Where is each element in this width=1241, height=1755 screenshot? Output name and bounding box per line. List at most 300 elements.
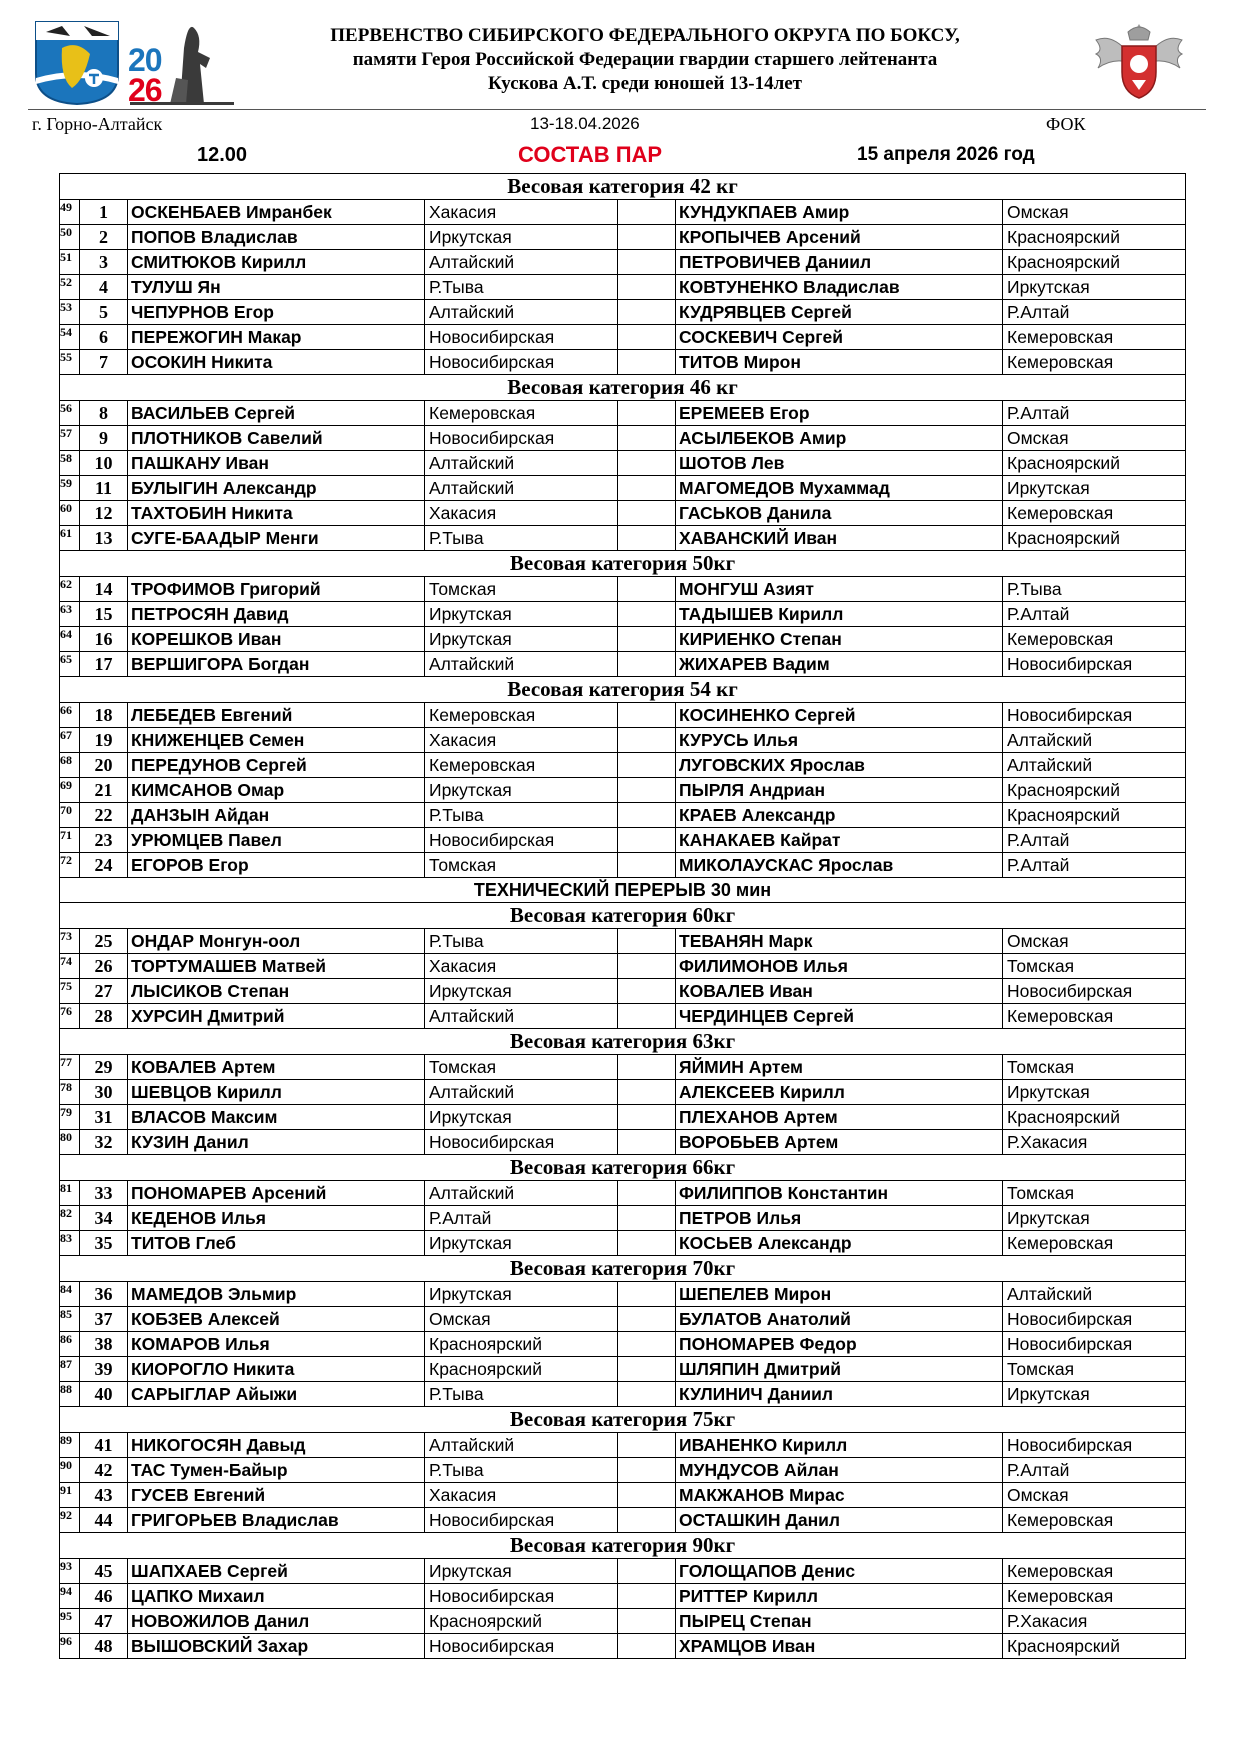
break-row [60, 878, 1186, 903]
boxer-a-name: КИМСАНОВ Омар [128, 778, 425, 803]
boxer-b-name: ВОРОБЬЕВ Артем [676, 1130, 1003, 1155]
bout-number: 93 [60, 1559, 80, 1584]
boxer-b-name: ХАВАНСКИЙ Иван [676, 526, 1003, 551]
boxer-a-name: ТАХТОБИН Никита [128, 501, 425, 526]
table-row [60, 828, 1186, 853]
pair-number: 5 [80, 300, 128, 325]
boxer-a-region: Новосибирская [425, 426, 618, 451]
pair-number: 34 [80, 1206, 128, 1231]
weight-category-label: Весовая категория 66кг [60, 1155, 1186, 1181]
boxer-b-region: Новосибирская [1003, 652, 1186, 677]
boxer-b-region: Красноярский [1003, 1105, 1186, 1130]
boxer-b-name: ФИЛИППОВ Константин [676, 1181, 1003, 1206]
boxer-b-region: Алтайский [1003, 753, 1186, 778]
bout-number: 70 [60, 803, 80, 828]
table-row [60, 753, 1186, 778]
pair-number: 30 [80, 1080, 128, 1105]
boxer-a-region: Иркутская [425, 1559, 618, 1584]
boxer-b-name: КОСИНЕНКО Сергей [676, 703, 1003, 728]
table-row [60, 501, 1186, 526]
bout-number: 62 [60, 577, 80, 602]
boxer-b-region: Новосибирская [1003, 1433, 1186, 1458]
boxer-b-region: Кемеровская [1003, 1559, 1186, 1584]
empty-cell [618, 225, 676, 250]
boxer-b-name: ЧЕРДИНЦЕВ Сергей [676, 1004, 1003, 1029]
boxer-b-name: КУРУСЬ Илья [676, 728, 1003, 753]
table-row [60, 1483, 1186, 1508]
boxer-b-name: ПЕТРОВИЧЕВ Даниил [676, 250, 1003, 275]
pair-number: 10 [80, 451, 128, 476]
boxer-a-name: КНИЖЕНЦЕВ Семен [128, 728, 425, 753]
table-row [60, 476, 1186, 501]
empty-cell [618, 426, 676, 451]
boxer-a-name: ПЕТРОСЯН Давид [128, 602, 425, 627]
weight-category-row [60, 1256, 1186, 1282]
bout-number: 74 [60, 954, 80, 979]
boxer-b-name: МАГОМЕДОВ Мухаммад [676, 476, 1003, 501]
empty-cell [618, 602, 676, 627]
bout-number: 77 [60, 1055, 80, 1080]
boxer-b-name: ШЕПЕЛЕВ Мирон [676, 1282, 1003, 1307]
boxer-a-region: Алтайский [425, 300, 618, 325]
boxer-a-name: ЦАПКО Михаил [128, 1584, 425, 1609]
weight-category-row [60, 551, 1186, 577]
bout-number: 84 [60, 1282, 80, 1307]
boxer-b-region: Р.Хакасия [1003, 1130, 1186, 1155]
bout-number: 83 [60, 1231, 80, 1256]
empty-cell [618, 1584, 676, 1609]
boxer-b-region: Красноярский [1003, 526, 1186, 551]
boxer-a-region: Хакасия [425, 954, 618, 979]
table-row [60, 526, 1186, 551]
boxer-a-name: ЛЕБЕДЕВ Евгений [128, 703, 425, 728]
boxer-b-region: Кемеровская [1003, 1584, 1186, 1609]
table-row [60, 1433, 1186, 1458]
boxer-a-name: ВАСИЛЬЕВ Сергей [128, 401, 425, 426]
empty-cell [618, 1206, 676, 1231]
bout-number: 78 [60, 1080, 80, 1105]
boxer-a-region: Алтайский [425, 476, 618, 501]
boxer-a-name: ДАНЗЫН Айдан [128, 803, 425, 828]
boxer-a-name: ОСОКИН Никита [128, 350, 425, 375]
bout-number: 87 [60, 1357, 80, 1382]
pair-number: 1 [80, 200, 128, 225]
bout-date: 15 апреля 2026 год [857, 144, 1035, 165]
pair-number: 6 [80, 325, 128, 350]
bout-number: 61 [60, 526, 80, 551]
boxer-a-name: ПАШКАНУ Иван [128, 451, 425, 476]
pair-number: 18 [80, 703, 128, 728]
pair-number: 35 [80, 1231, 128, 1256]
table-row [60, 979, 1186, 1004]
table-row [60, 1080, 1186, 1105]
boxer-b-name: МОНГУШ Азият [676, 577, 1003, 602]
empty-cell [618, 929, 676, 954]
boxer-b-name: ТИТОВ Мирон [676, 350, 1003, 375]
boxer-b-name: ШОТОВ Лев [676, 451, 1003, 476]
boxing-federation-emblem-icon [1088, 18, 1190, 108]
empty-cell [618, 200, 676, 225]
empty-cell [618, 853, 676, 878]
table-row [60, 1282, 1186, 1307]
boxer-b-name: БУЛАТОВ Анатолий [676, 1307, 1003, 1332]
boxer-b-name: КУДРЯВЦЕВ Сергей [676, 300, 1003, 325]
weight-category-label: Весовая категория 90кг [60, 1533, 1186, 1559]
bout-number: 50 [60, 225, 80, 250]
bout-number: 57 [60, 426, 80, 451]
bout-number: 96 [60, 1634, 80, 1659]
boxer-b-region: Кемеровская [1003, 1508, 1186, 1533]
title-line-3: Кускова А.Т. среди юношей 13-14лет [487, 73, 802, 94]
bout-number: 73 [60, 929, 80, 954]
empty-cell [618, 728, 676, 753]
bout-number: 95 [60, 1609, 80, 1634]
boxer-a-name: ЛЫСИКОВ Степан [128, 979, 425, 1004]
pair-number: 43 [80, 1483, 128, 1508]
table-row [60, 1584, 1186, 1609]
boxer-a-region: Хакасия [425, 501, 618, 526]
boxer-b-region: Иркутская [1003, 1080, 1186, 1105]
bout-number: 49 [60, 200, 80, 225]
table-row [60, 1382, 1186, 1407]
boxer-a-region: Иркутская [425, 602, 618, 627]
boxer-b-region: Томская [1003, 1357, 1186, 1382]
bout-number: 55 [60, 350, 80, 375]
start-time: 12.00 [197, 144, 248, 166]
boxer-b-region: Красноярский [1003, 778, 1186, 803]
bout-number: 60 [60, 501, 80, 526]
boxer-a-region: Томская [425, 1055, 618, 1080]
table-row [60, 1332, 1186, 1357]
boxer-a-name: КУЗИН Данил [128, 1130, 425, 1155]
title-line-1: ПЕРВЕНСТВО СИБИРСКОГО ФЕДЕРАЛЬНОГО ОКРУГА ПО БОКСУ, [330, 25, 960, 46]
boxer-b-region: Кемеровская [1003, 1004, 1186, 1029]
pair-number: 32 [80, 1130, 128, 1155]
empty-cell [618, 250, 676, 275]
boxer-a-name: ТУЛУШ Ян [128, 275, 425, 300]
boxer-a-name: ОНДАР Монгун-оол [128, 929, 425, 954]
boxer-a-name: ШЕВЦОВ Кирилл [128, 1080, 425, 1105]
pair-number: 48 [80, 1634, 128, 1659]
pair-number: 17 [80, 652, 128, 677]
event-2026-logo [130, 18, 234, 106]
boxer-a-region: Иркутская [425, 778, 618, 803]
boxer-b-region: Красноярский [1003, 1634, 1186, 1659]
boxer-a-name: ЕГОРОВ Егор [128, 853, 425, 878]
bout-number: 67 [60, 728, 80, 753]
pair-number: 46 [80, 1584, 128, 1609]
boxer-b-region: Р.Тыва [1003, 577, 1186, 602]
boxer-a-region: Новосибирская [425, 828, 618, 853]
header-divider [28, 109, 1206, 110]
bout-number: 79 [60, 1105, 80, 1130]
bout-number: 52 [60, 275, 80, 300]
boxer-b-region: Красноярский [1003, 803, 1186, 828]
boxer-b-name: ЖИХАРЕВ Вадим [676, 652, 1003, 677]
break-label: ТЕХНИЧЕСКИЙ ПЕРЕРЫВ 30 мин [60, 878, 1186, 903]
boxer-b-region: Новосибирская [1003, 1307, 1186, 1332]
empty-cell [618, 1382, 676, 1407]
document-header [0, 0, 1241, 112]
boxer-a-region: Иркутская [425, 627, 618, 652]
pair-number: 9 [80, 426, 128, 451]
boxer-b-name: КОВАЛЕВ Иван [676, 979, 1003, 1004]
table-row [60, 1634, 1186, 1659]
logo-year-bottom: 26 [128, 72, 162, 108]
weight-category-label: Весовая категория 63кг [60, 1029, 1186, 1055]
pair-number: 39 [80, 1357, 128, 1382]
boxer-b-name: ИВАНЕНКО Кирилл [676, 1433, 1003, 1458]
pair-number: 19 [80, 728, 128, 753]
bout-number: 51 [60, 250, 80, 275]
table-row [60, 652, 1186, 677]
boxer-a-name: ПОНОМАРЕВ Арсений [128, 1181, 425, 1206]
boxer-b-name: ЛУГОВСКИХ Ярослав [676, 753, 1003, 778]
boxer-b-region: Новосибирская [1003, 979, 1186, 1004]
boxer-a-name: ВЕРШИГОРА Богдан [128, 652, 425, 677]
boxer-b-name: АЛЕКСЕЕВ Кирилл [676, 1080, 1003, 1105]
pair-number: 13 [80, 526, 128, 551]
boxer-b-region: Алтайский [1003, 728, 1186, 753]
boxer-a-name: УРЮМЦЕВ Павел [128, 828, 425, 853]
bout-number: 64 [60, 627, 80, 652]
empty-cell [618, 703, 676, 728]
city: г. Горно-Алтайск [32, 114, 163, 134]
table-row [60, 1508, 1186, 1533]
boxer-a-name: ПЛОТНИКОВ Савелий [128, 426, 425, 451]
bout-number: 85 [60, 1307, 80, 1332]
boxer-b-name: КУНДУКПАЕВ Амир [676, 200, 1003, 225]
boxer-b-name: ЯЙМИН Артем [676, 1055, 1003, 1080]
bout-number: 58 [60, 451, 80, 476]
boxer-b-region: Кемеровская [1003, 350, 1186, 375]
boxer-a-region: Алтайский [425, 1080, 618, 1105]
boxer-a-region: Р.Алтай [425, 1206, 618, 1231]
pair-number: 15 [80, 602, 128, 627]
empty-cell [618, 1357, 676, 1382]
boxer-a-name: НИКОГОСЯН Давыд [128, 1433, 425, 1458]
table-row [60, 778, 1186, 803]
weight-category-label: Весовая категория 70кг [60, 1256, 1186, 1282]
pair-number: 36 [80, 1282, 128, 1307]
boxer-a-name: КИОРОГЛО Никита [128, 1357, 425, 1382]
boxer-b-name: ОСТАШКИН Данил [676, 1508, 1003, 1533]
boxer-b-name: МИКОЛАУСКАС Ярослав [676, 853, 1003, 878]
boxer-a-name: ЧЕПУРНОВ Егор [128, 300, 425, 325]
empty-cell [618, 350, 676, 375]
weight-category-label: Весовая категория 50кг [60, 551, 1186, 577]
table-row [60, 350, 1186, 375]
empty-cell [618, 1105, 676, 1130]
boxer-b-region: Р.Алтай [1003, 1458, 1186, 1483]
bout-number: 81 [60, 1181, 80, 1206]
empty-cell [618, 476, 676, 501]
table-row [60, 275, 1186, 300]
empty-cell [618, 652, 676, 677]
pair-number: 27 [80, 979, 128, 1004]
boxer-b-region: Р.Алтай [1003, 853, 1186, 878]
boxer-b-name: КОСЬЕВ Александр [676, 1231, 1003, 1256]
weight-category-label: Весовая категория 42 кг [60, 174, 1186, 200]
boxer-a-name: СУГЕ-БААДЫР Менги [128, 526, 425, 551]
boxer-a-region: Новосибирская [425, 1508, 618, 1533]
pairs-table [59, 173, 1186, 1659]
bout-number: 92 [60, 1508, 80, 1533]
empty-cell [618, 1282, 676, 1307]
boxer-b-region: Р.Алтай [1003, 401, 1186, 426]
boxer-a-name: СМИТЮКОВ Кирилл [128, 250, 425, 275]
boxer-a-region: Кемеровская [425, 753, 618, 778]
boxer-b-name: МУНДУСОВ Айлан [676, 1458, 1003, 1483]
pair-number: 21 [80, 778, 128, 803]
bout-number: 68 [60, 753, 80, 778]
weight-category-row [60, 1029, 1186, 1055]
boxer-b-name: ХРАМЦОВ Иван [676, 1634, 1003, 1659]
boxer-a-name: ГУСЕВ Евгений [128, 1483, 425, 1508]
bout-number: 86 [60, 1332, 80, 1357]
boxer-a-region: Хакасия [425, 728, 618, 753]
boxer-a-region: Омская [425, 1307, 618, 1332]
boxer-b-name: ПЕТРОВ Илья [676, 1206, 1003, 1231]
bout-number: 82 [60, 1206, 80, 1231]
boxer-b-region: Томская [1003, 1181, 1186, 1206]
boxer-b-name: ТАДЫШЕВ Кирилл [676, 602, 1003, 627]
empty-cell [618, 501, 676, 526]
empty-cell [618, 1231, 676, 1256]
pair-number: 42 [80, 1458, 128, 1483]
pair-number: 14 [80, 577, 128, 602]
boxer-a-region: Томская [425, 853, 618, 878]
empty-cell [618, 803, 676, 828]
table-row [60, 1055, 1186, 1080]
boxer-a-region: Алтайский [425, 1433, 618, 1458]
bout-number: 69 [60, 778, 80, 803]
bout-number: 56 [60, 401, 80, 426]
boxer-a-name: ГРИГОРЬЕВ Владислав [128, 1508, 425, 1533]
bout-number: 72 [60, 853, 80, 878]
pair-number: 4 [80, 275, 128, 300]
weight-category-row [60, 174, 1186, 200]
boxer-b-region: Р.Хакасия [1003, 1609, 1186, 1634]
weight-category-row [60, 677, 1186, 703]
boxer-a-region: Томская [425, 577, 618, 602]
boxer-a-name: ВЫШОВСКИЙ Захар [128, 1634, 425, 1659]
title-line-2: памяти Героя Российской Федерации гвардии старшего лейтенанта [352, 49, 938, 70]
page-heading: СОСТАВ ПАР [518, 142, 663, 167]
empty-cell [618, 300, 676, 325]
boxer-b-region: Красноярский [1003, 225, 1186, 250]
table-row [60, 1458, 1186, 1483]
weight-category-row [60, 1155, 1186, 1181]
boxer-a-name: САРЫГЛАР Айыжи [128, 1382, 425, 1407]
boxer-a-region: Новосибирская [425, 1634, 618, 1659]
boxer-a-name: ТИТОВ Глеб [128, 1231, 425, 1256]
pair-number: 37 [80, 1307, 128, 1332]
venue: ФОК [1046, 114, 1086, 134]
boxer-b-region: Томская [1003, 954, 1186, 979]
empty-cell [618, 526, 676, 551]
boxer-a-name: БУЛЫГИН Александр [128, 476, 425, 501]
table-row [60, 225, 1186, 250]
boxer-a-name: ТРОФИМОВ Григорий [128, 577, 425, 602]
boxer-b-region: Омская [1003, 200, 1186, 225]
empty-cell [618, 1181, 676, 1206]
empty-cell [618, 1609, 676, 1634]
boxer-b-region: Красноярский [1003, 250, 1186, 275]
empty-cell [618, 1332, 676, 1357]
boxer-a-region: Иркутская [425, 1282, 618, 1307]
empty-cell [618, 325, 676, 350]
boxer-a-name: ТАС Тумен-Байыр [128, 1458, 425, 1483]
boxer-a-name: ПОПОВ Владислав [128, 225, 425, 250]
table-row [60, 1206, 1186, 1231]
boxer-a-region: Красноярский [425, 1357, 618, 1382]
table-row [60, 1231, 1186, 1256]
boxer-a-region: Иркутская [425, 979, 618, 1004]
boxer-b-region: Кемеровская [1003, 501, 1186, 526]
boxer-a-region: Красноярский [425, 1609, 618, 1634]
boxer-b-name: ШЛЯПИН Дмитрий [676, 1357, 1003, 1382]
empty-cell [618, 451, 676, 476]
boxer-a-region: Иркутская [425, 225, 618, 250]
pair-number: 28 [80, 1004, 128, 1029]
table-row [60, 703, 1186, 728]
boxer-b-name: КУЛИНИЧ Даниил [676, 1382, 1003, 1407]
empty-cell [618, 828, 676, 853]
pair-number: 2 [80, 225, 128, 250]
boxer-b-region: Омская [1003, 1483, 1186, 1508]
boxer-a-name: ВЛАСОВ Максим [128, 1105, 425, 1130]
weight-category-label: Весовая категория 75кг [60, 1407, 1186, 1433]
boxer-b-name: РИТТЕР Кирилл [676, 1584, 1003, 1609]
bout-number: 91 [60, 1483, 80, 1508]
empty-cell [618, 1307, 676, 1332]
boxer-a-region: Р.Тыва [425, 929, 618, 954]
table-row [60, 1181, 1186, 1206]
empty-cell [618, 1433, 676, 1458]
bout-number: 54 [60, 325, 80, 350]
table-row [60, 602, 1186, 627]
pair-number: 3 [80, 250, 128, 275]
document-title [240, 24, 1050, 96]
table-row [60, 728, 1186, 753]
table-row [60, 325, 1186, 350]
boxer-b-name: ПОНОМАРЕВ Федор [676, 1332, 1003, 1357]
boxer-a-name: ХУРСИН Дмитрий [128, 1004, 425, 1029]
empty-cell [618, 627, 676, 652]
boxer-a-region: Новосибирская [425, 325, 618, 350]
boxer-b-region: Иркутская [1003, 1382, 1186, 1407]
table-row [60, 401, 1186, 426]
empty-cell [618, 1004, 676, 1029]
weight-category-label: Весовая категория 54 кг [60, 677, 1186, 703]
boxer-b-name: МАКЖАНОВ Мирас [676, 1483, 1003, 1508]
boxer-a-region: Иркутская [425, 1105, 618, 1130]
boxer-a-region: Хакасия [425, 1483, 618, 1508]
table-row [60, 1357, 1186, 1382]
boxer-a-name: КОБЗЕВ Алексей [128, 1307, 425, 1332]
empty-cell [618, 1080, 676, 1105]
boxer-a-region: Р.Тыва [425, 526, 618, 551]
table-row [60, 200, 1186, 225]
empty-cell [618, 1458, 676, 1483]
table-row [60, 1609, 1186, 1634]
boxer-b-name: ЕРЕМЕЕВ Егор [676, 401, 1003, 426]
city-coat-of-arms-icon [32, 18, 122, 106]
boxer-b-name: ГОЛОЩАПОВ Денис [676, 1559, 1003, 1584]
pair-number: 20 [80, 753, 128, 778]
empty-cell [618, 577, 676, 602]
